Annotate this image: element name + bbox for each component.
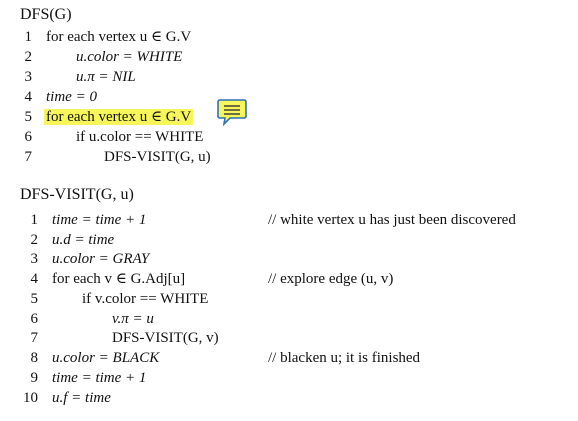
visit-line-text: time = time + 1 [52,212,147,228]
dfs-line-text: DFS-VISIT(G, u) [104,149,211,165]
visit-line-number: 2 [30,232,38,248]
dfs-line-text: for each vertex u ∈ G.V [46,29,192,45]
visit-line-number: 3 [30,251,38,267]
visit-line-number: 4 [30,271,38,287]
visit-line-number: 10 [23,390,38,406]
visit-line-number: 9 [30,370,38,386]
comment-note-icon[interactable] [216,96,248,128]
dfs-line-number: 6 [24,129,32,145]
dfs-line-number: 5 [24,109,32,125]
dfs-line-text: for each vertex u ∈ G.V [46,109,192,125]
dfs-line-number: 7 [24,149,32,165]
visit-line-number: 7 [30,330,38,346]
dfs-line-number: 3 [24,69,32,85]
visit-line-text: DFS-VISIT(G, v) [112,330,219,346]
dfs-line-number: 4 [24,89,32,105]
visit-line-text: v.π = u [112,311,154,327]
highlighted-line[interactable] [46,108,193,126]
visit-line-text: time = time + 1 [52,370,147,386]
dfs-line-text: u.color = WHITE [76,49,183,65]
visit-line-text: if v.color == WHITE [82,291,209,307]
visit-comment: // blacken u; it is finished [268,350,421,366]
dfs-line-number: 1 [24,29,32,45]
dfs-line-text: if u.color == WHITE [76,129,204,145]
visit-line-text: u.color = GRAY [52,251,150,267]
visit-line-number: 1 [30,212,38,228]
dfs-line-text: time = 0 [46,89,97,105]
visit-line-text: u.d = time [52,232,115,248]
visit-line-text: u.color = BLACK [52,350,160,366]
visit-line-text: u.f = time [52,390,111,406]
visit-comment: // white vertex u has just been discovered [268,212,516,228]
visit-comment: // explore edge (u, v) [268,271,394,287]
dfs-line-number: 2 [24,49,32,65]
dfs-line-text: u.π = NIL [76,69,136,85]
visit-line-number: 5 [30,291,38,307]
dfs-title: DFS(G) [20,6,72,23]
visit-title: DFS-VISIT(G, u) [20,186,134,203]
visit-line-number: 6 [30,311,38,327]
visit-line-text: for each v ∈ G.Adj[u] [52,271,186,287]
visit-line-number: 8 [30,350,38,366]
